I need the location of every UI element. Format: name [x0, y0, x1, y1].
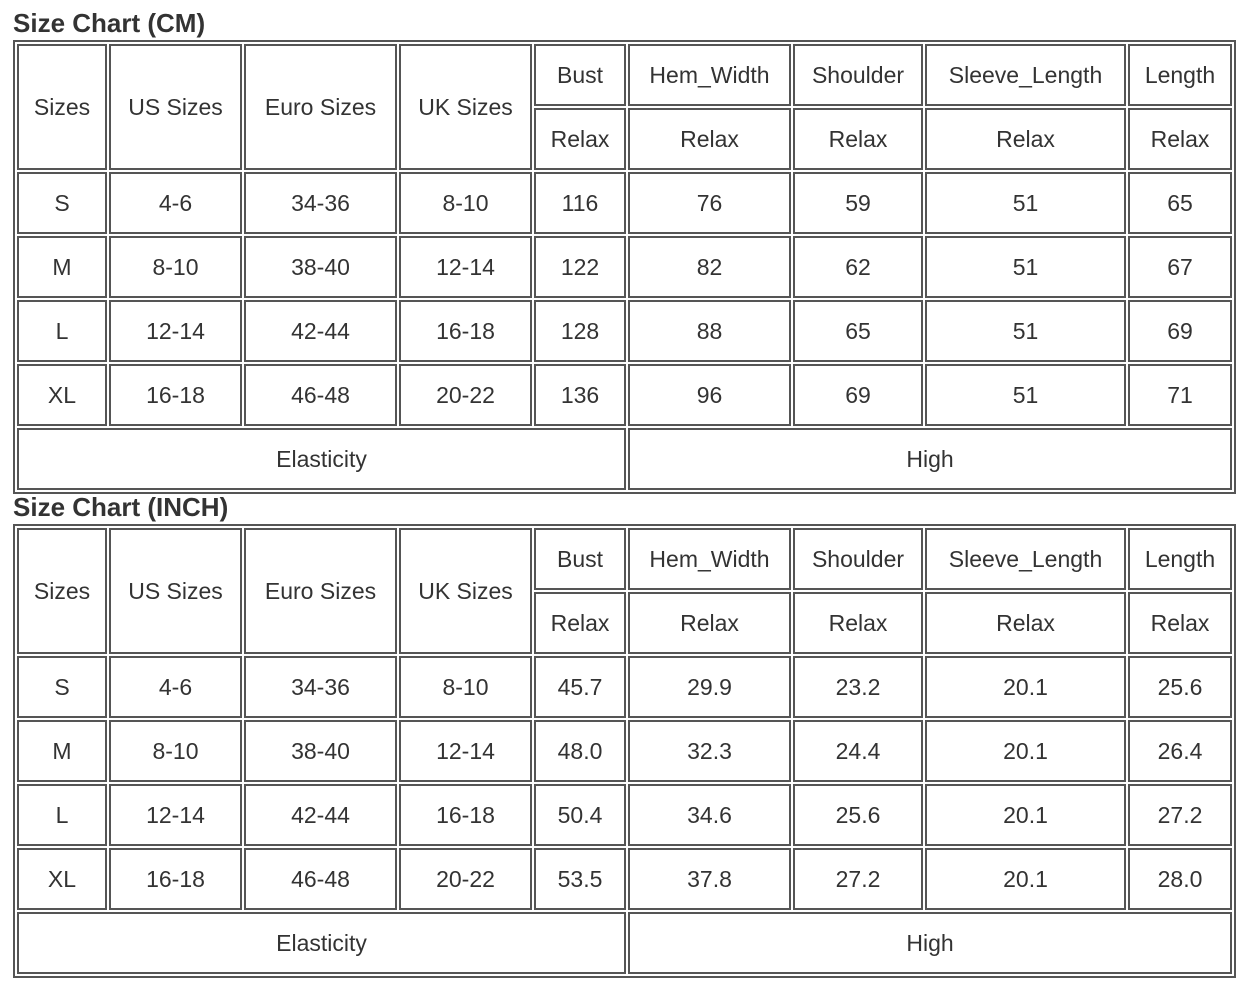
- euro-size-cell: 46-48: [244, 848, 397, 910]
- shoulder-cell: 69: [793, 364, 923, 426]
- length-cell: 25.6: [1128, 656, 1232, 718]
- header-uk-sizes: UK Sizes: [399, 528, 532, 654]
- fit-cell: Relax: [1128, 592, 1232, 654]
- bust-cell: 45.7: [534, 656, 626, 718]
- shoulder-cell: 23.2: [793, 656, 923, 718]
- sleeve-length-cell: 20.1: [925, 848, 1126, 910]
- size-chart-cm-table: [13, 40, 1236, 494]
- size-cell: XL: [17, 364, 107, 426]
- length-cell: 69: [1128, 300, 1232, 362]
- header-bust: Bust: [534, 528, 626, 590]
- header-hem-width: Hem_Width: [628, 528, 791, 590]
- sleeve-length-cell: 51: [925, 172, 1126, 234]
- bust-cell: 116: [534, 172, 626, 234]
- sleeve-length-cell: 20.1: [925, 784, 1126, 846]
- euro-size-cell: 42-44: [244, 300, 397, 362]
- uk-size-cell: 8-10: [399, 656, 532, 718]
- fit-cell: Relax: [534, 592, 626, 654]
- uk-size-cell: 20-22: [399, 848, 532, 910]
- hem-width-cell: 37.8: [628, 848, 791, 910]
- size-cell: M: [17, 720, 107, 782]
- shoulder-cell: 24.4: [793, 720, 923, 782]
- size-cell: L: [17, 784, 107, 846]
- us-size-cell: 8-10: [109, 720, 242, 782]
- fit-cell: Relax: [628, 108, 791, 170]
- table-row: [17, 656, 1232, 718]
- hem-width-cell: 32.3: [628, 720, 791, 782]
- table-row: [17, 364, 1232, 426]
- header-uk-sizes: UK Sizes: [399, 44, 532, 170]
- header-shoulder: Shoulder: [793, 44, 923, 106]
- uk-size-cell: 16-18: [399, 300, 532, 362]
- shoulder-cell: 25.6: [793, 784, 923, 846]
- header-hem-width: Hem_Width: [628, 44, 791, 106]
- euro-size-cell: 34-36: [244, 172, 397, 234]
- size-cell: S: [17, 656, 107, 718]
- header-sizes: Sizes: [17, 44, 107, 170]
- length-cell: 26.4: [1128, 720, 1232, 782]
- header-row: [17, 44, 1232, 106]
- sleeve-length-cell: 51: [925, 300, 1126, 362]
- length-cell: 67: [1128, 236, 1232, 298]
- length-cell: 71: [1128, 364, 1232, 426]
- euro-size-cell: 38-40: [244, 236, 397, 298]
- header-sleeve-length: Sleeve_Length: [925, 44, 1126, 106]
- table-row: [17, 848, 1232, 910]
- length-cell: 65: [1128, 172, 1232, 234]
- size-chart-cm-title: Size Chart (CM): [13, 8, 206, 38]
- shoulder-cell: 27.2: [793, 848, 923, 910]
- sleeve-length-cell: 51: [925, 364, 1126, 426]
- size-chart-inch-title: Size Chart (INCH): [13, 492, 229, 522]
- hem-width-cell: 34.6: [628, 784, 791, 846]
- fit-cell: Relax: [1128, 108, 1232, 170]
- euro-size-cell: 34-36: [244, 656, 397, 718]
- header-bust: Bust: [534, 44, 626, 106]
- bust-cell: 122: [534, 236, 626, 298]
- hem-width-cell: 88: [628, 300, 791, 362]
- shoulder-cell: 59: [793, 172, 923, 234]
- uk-size-cell: 12-14: [399, 236, 532, 298]
- size-cell: XL: [17, 848, 107, 910]
- header-euro-sizes: Euro Sizes: [244, 44, 397, 170]
- elasticity-label: Elasticity: [17, 912, 626, 974]
- table-row: [17, 720, 1232, 782]
- bust-cell: 136: [534, 364, 626, 426]
- us-size-cell: 4-6: [109, 656, 242, 718]
- header-shoulder: Shoulder: [793, 528, 923, 590]
- uk-size-cell: 20-22: [399, 364, 532, 426]
- length-cell: 28.0: [1128, 848, 1232, 910]
- elasticity-value: High: [628, 912, 1232, 974]
- size-cell: M: [17, 236, 107, 298]
- euro-size-cell: 46-48: [244, 364, 397, 426]
- euro-size-cell: 42-44: [244, 784, 397, 846]
- header-length: Length: [1128, 44, 1232, 106]
- us-size-cell: 4-6: [109, 172, 242, 234]
- size-chart-inch-table: [13, 524, 1236, 978]
- table-row: [17, 300, 1232, 362]
- header-sizes: Sizes: [17, 528, 107, 654]
- bust-cell: 50.4: [534, 784, 626, 846]
- sleeve-length-cell: 51: [925, 236, 1126, 298]
- length-cell: 27.2: [1128, 784, 1232, 846]
- header-sleeve-length: Sleeve_Length: [925, 528, 1126, 590]
- sleeve-length-cell: 20.1: [925, 656, 1126, 718]
- uk-size-cell: 16-18: [399, 784, 532, 846]
- hem-width-cell: 29.9: [628, 656, 791, 718]
- fit-cell: Relax: [628, 592, 791, 654]
- bust-cell: 48.0: [534, 720, 626, 782]
- hem-width-cell: 76: [628, 172, 791, 234]
- header-row: [17, 528, 1232, 590]
- us-size-cell: 8-10: [109, 236, 242, 298]
- header-us-sizes: US Sizes: [109, 44, 242, 170]
- fit-cell: Relax: [793, 592, 923, 654]
- euro-size-cell: 38-40: [244, 720, 397, 782]
- table-row: [17, 784, 1232, 846]
- us-size-cell: 12-14: [109, 784, 242, 846]
- table-row: [17, 236, 1232, 298]
- fit-cell: Relax: [793, 108, 923, 170]
- hem-width-cell: 82: [628, 236, 791, 298]
- elasticity-value: High: [628, 428, 1232, 490]
- us-size-cell: 16-18: [109, 364, 242, 426]
- header-length: Length: [1128, 528, 1232, 590]
- us-size-cell: 12-14: [109, 300, 242, 362]
- header-euro-sizes: Euro Sizes: [244, 528, 397, 654]
- elasticity-row: [17, 428, 1232, 490]
- shoulder-cell: 65: [793, 300, 923, 362]
- elasticity-row: [17, 912, 1232, 974]
- fit-cell: Relax: [925, 592, 1126, 654]
- uk-size-cell: 8-10: [399, 172, 532, 234]
- uk-size-cell: 12-14: [399, 720, 532, 782]
- us-size-cell: 16-18: [109, 848, 242, 910]
- size-cell: S: [17, 172, 107, 234]
- table-row: [17, 172, 1232, 234]
- size-cell: L: [17, 300, 107, 362]
- shoulder-cell: 62: [793, 236, 923, 298]
- bust-cell: 128: [534, 300, 626, 362]
- bust-cell: 53.5: [534, 848, 626, 910]
- sleeve-length-cell: 20.1: [925, 720, 1126, 782]
- header-us-sizes: US Sizes: [109, 528, 242, 654]
- fit-cell: Relax: [925, 108, 1126, 170]
- hem-width-cell: 96: [628, 364, 791, 426]
- elasticity-label: Elasticity: [17, 428, 626, 490]
- fit-cell: Relax: [534, 108, 626, 170]
